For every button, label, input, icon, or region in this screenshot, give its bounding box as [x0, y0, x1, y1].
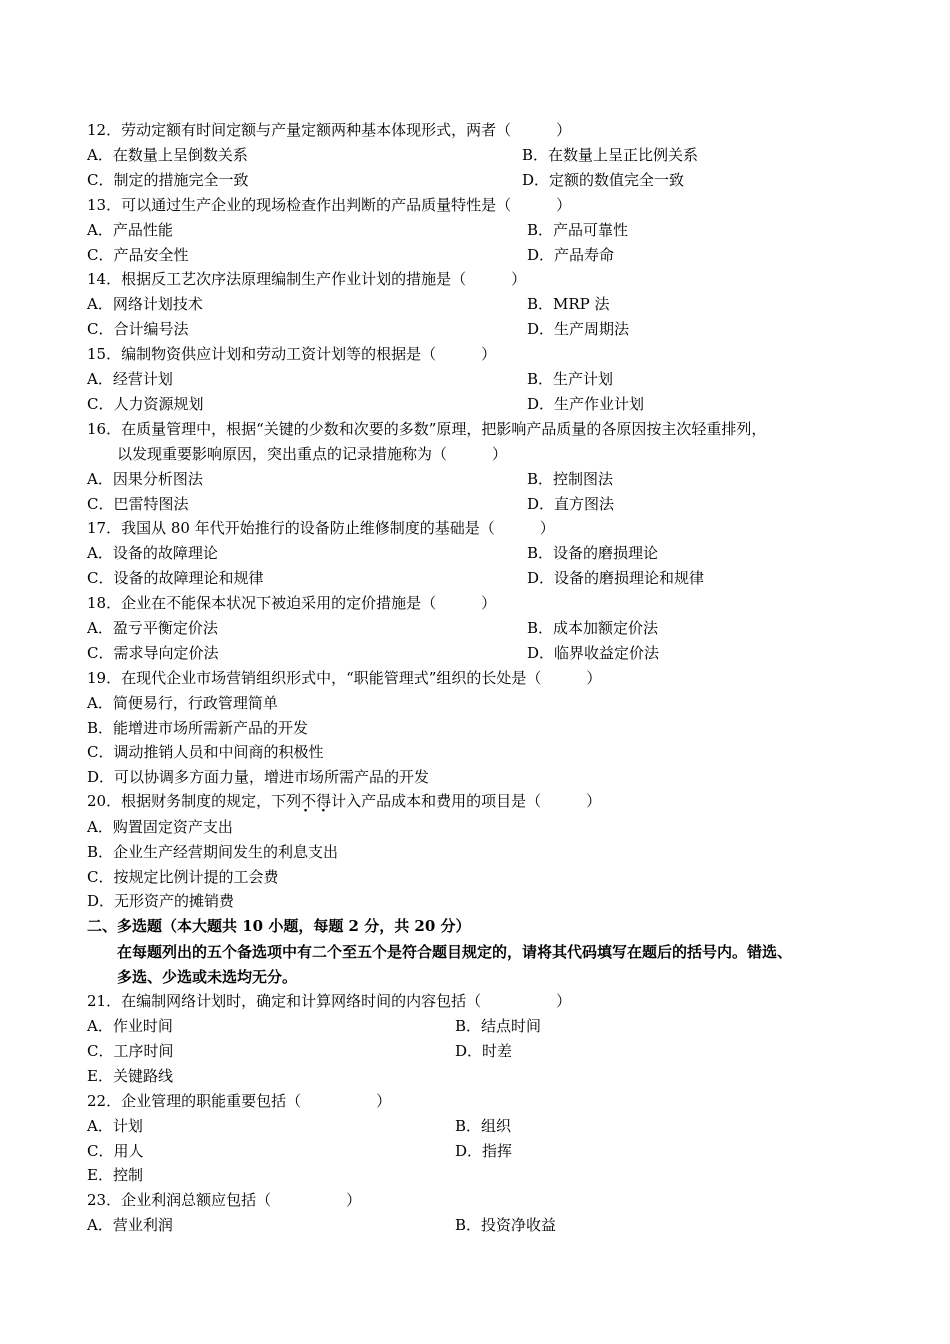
- question-20-emphasis: 不得 · ·: [301, 791, 331, 811]
- question-22-option-c: C．用人: [87, 1142, 144, 1160]
- question-12-option-a: A．在数量上呈倒数关系: [87, 146, 248, 164]
- question-16-option-b: B．控制图法: [527, 470, 614, 488]
- question-23-stem: 23．企业利润总额应包括（ ）: [87, 1191, 362, 1209]
- question-23-option-a: A．营业利润: [87, 1216, 173, 1234]
- question-16-stem-continued: 以发现重要影响原因，突出重点的记录措施称为（ ）: [117, 445, 508, 463]
- question-16-option-d: D．直方图法: [527, 495, 615, 513]
- question-17-stem: 17．我国从 80 年代开始推行的设备防止维修制度的基础是（ ）: [87, 519, 555, 537]
- question-16-option-a: A．因果分析图法: [87, 470, 203, 488]
- question-21-stem: 21．在编制网络计划时，确定和计算网络时间的内容包括（ ）: [87, 992, 572, 1010]
- question-15-stem: 15．编制物资供应计划和劳动工资计划等的根据是（ ）: [87, 345, 497, 363]
- question-19-option-c: C．调动推销人员和中间商的积极性: [87, 743, 324, 761]
- question-12-option-b: B．在数量上呈正比例关系: [522, 146, 699, 164]
- question-14-option-d: D．生产周期法: [527, 320, 630, 338]
- question-17-option-d: D．设备的磨损理论和规律: [527, 569, 705, 587]
- question-12-option-d: D．定额的数值完全一致: [522, 171, 685, 189]
- question-20-option-c: C．按规定比例计提的工会费: [87, 868, 279, 886]
- question-21-option-a: A．作业时间: [87, 1017, 173, 1035]
- question-20-option-b: B．企业生产经营期间发生的利息支出: [87, 843, 339, 861]
- question-19-option-b: B．能增进市场所需新产品的开发: [87, 719, 309, 737]
- question-18-option-d: D．临界收益定价法: [527, 644, 660, 662]
- question-17-option-c: C．设备的故障理论和规律: [87, 569, 264, 587]
- question-19-stem: 19．在现代企业市场营销组织形式中，“职能管理式”组织的长处是（ ）: [87, 669, 602, 687]
- section-2-instructions-continued: 多选、少选或未选均无分。: [117, 968, 298, 986]
- question-20-stem: [87, 791, 601, 811]
- question-19-option-d: D．可以协调多方面力量，增进市场所需产品的开发: [87, 768, 430, 786]
- question-13-stem: 13．可以通过生产企业的现场检查作出判断的产品质量特性是（ ）: [87, 196, 572, 214]
- question-14-option-a: A．网络计划技术: [87, 295, 203, 313]
- question-13-option-c: C．产品安全性: [87, 246, 189, 264]
- question-15-option-b: B．生产计划: [527, 370, 614, 388]
- question-12-option-c: C．制定的措施完全一致: [87, 171, 249, 189]
- question-18-stem: 18．企业在不能保本状况下被迫采用的定价措施是（ ）: [87, 594, 497, 612]
- question-20-option-d: D．无形资产的摊销费: [87, 892, 235, 910]
- question-17-option-a: A．设备的故障理论: [87, 544, 218, 562]
- question-14-stem: 14．根据反工艺次序法原理编制生产作业计划的措施是（ ）: [87, 270, 527, 288]
- question-19-option-a: A．简便易行，行政管理简单: [87, 694, 278, 712]
- question-21-option-c: C．工序时间: [87, 1042, 174, 1060]
- question-16-stem: 16．在质量管理中，根据“关键的少数和次要的多数”原理，把影响产品质量的各原因按主次轻重排列，: [87, 420, 767, 438]
- question-12-stem: 12．劳动定额有时间定额与产量定额两种基本体现形式，两者（ ）: [87, 121, 572, 139]
- question-23-option-b: B．投资净收益: [455, 1216, 557, 1234]
- question-14-option-b: B．MRP 法: [527, 295, 610, 313]
- question-18-option-a: A．盈亏平衡定价法: [87, 619, 218, 637]
- question-13-option-d: D．产品寿命: [527, 246, 615, 264]
- question-22-option-d: D．指挥: [455, 1142, 513, 1160]
- question-17-option-b: B．设备的磨损理论: [527, 544, 659, 562]
- question-15-option-a: A．经营计划: [87, 370, 173, 388]
- question-22-option-e: E．控制: [87, 1166, 143, 1184]
- question-20-stem-post: 计入产品成本和费用的项目是（ ）: [331, 792, 602, 810]
- question-21-option-e: E．关键路线: [87, 1067, 173, 1085]
- question-18-option-c: C．需求导向定价法: [87, 644, 219, 662]
- question-21-option-d: D．时差: [455, 1042, 513, 1060]
- question-20-option-a: A．购置固定资产支出: [87, 818, 233, 836]
- question-13-option-b: B．产品可靠性: [527, 221, 629, 239]
- question-15-option-d: D．生产作业计划: [527, 395, 645, 413]
- question-22-option-a: A．计划: [87, 1117, 143, 1135]
- question-18-option-b: B．成本加额定价法: [527, 619, 659, 637]
- question-22-stem: 22．企业管理的职能重要包括（ ）: [87, 1092, 392, 1110]
- question-13-option-a: A．产品性能: [87, 221, 173, 239]
- section-2-instructions: 在每题列出的五个备选项中有二个至五个是符合题目规定的，请将其代码填写在题后的括号内。错选、: [117, 943, 793, 961]
- question-16-option-c: C．巴雷特图法: [87, 495, 189, 513]
- question-22-option-b: B．组织: [455, 1117, 512, 1135]
- section-2-heading: 二、多选题（本大题共 10 小题，每题 2 分，共 20 分）: [87, 917, 471, 935]
- question-15-option-c: C．人力资源规划: [87, 395, 204, 413]
- question-20-stem-pre: 20．根据财务制度的规定，下列: [87, 792, 302, 810]
- question-14-option-c: C．合计编号法: [87, 320, 189, 338]
- question-21-option-b: B．结点时间: [455, 1017, 542, 1035]
